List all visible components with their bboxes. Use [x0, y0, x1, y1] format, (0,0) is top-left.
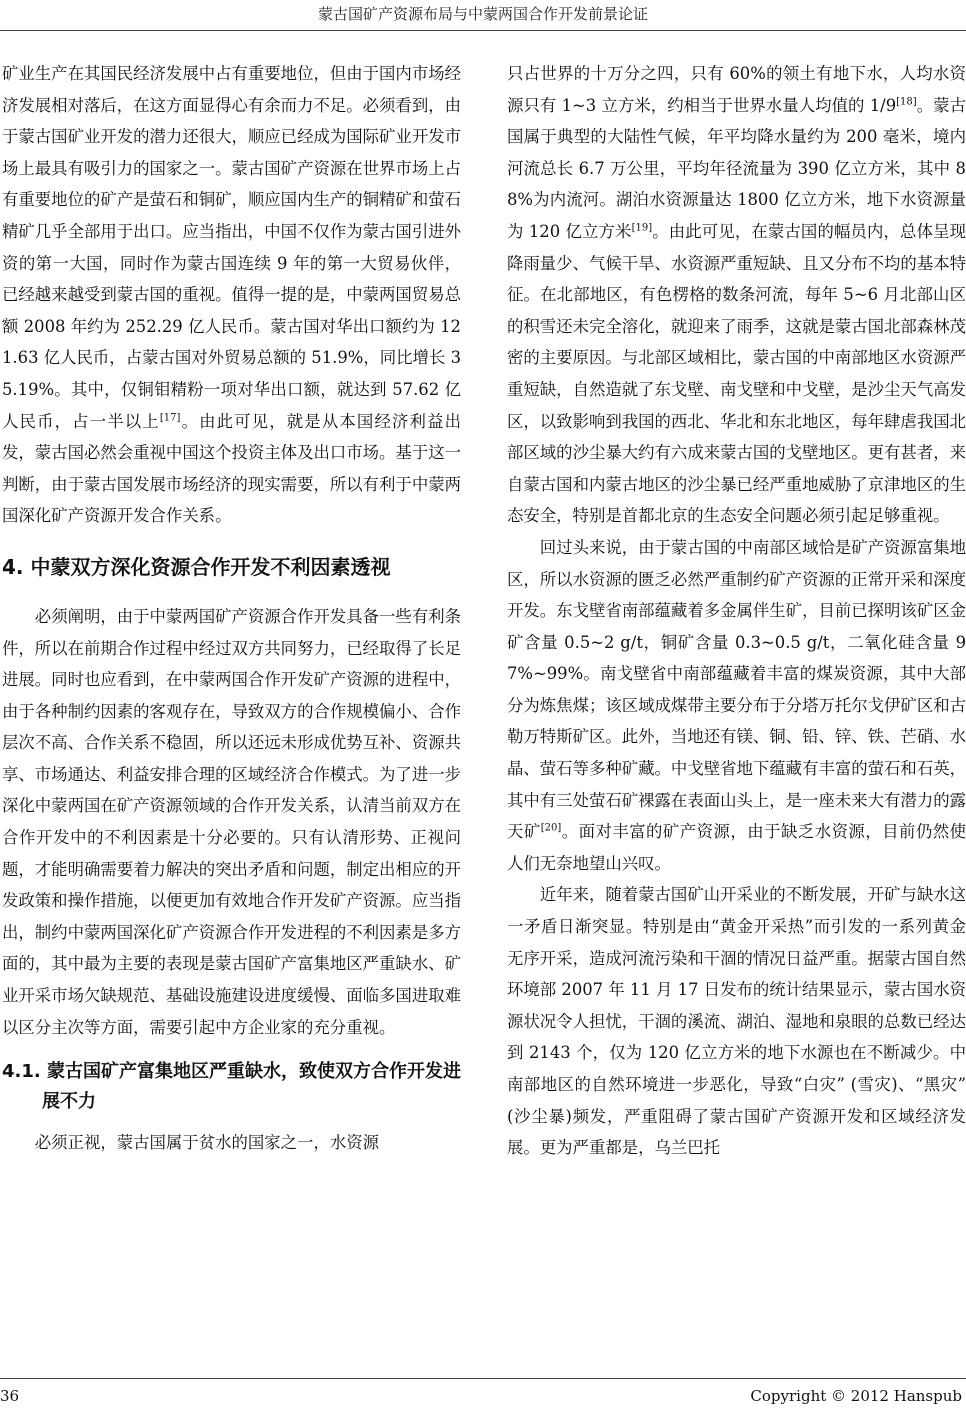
- paragraph-mining-water-conflict: 近年来，随着蒙古国矿山开采业的不断发展，开矿与缺水这一矛盾日渐突显。特别是由“黄金开采热”而引发的一系列黄金无序开采，造成河流污染和干涸的情况日益严重。据蒙古国自然环境部 2007 年 11 月 17 日发布的统计结果显示，蒙古国水资源状况令人担忧，干涸的溪流、湖泊、湿地和泉眼的总数已经达到 2143 个，仅为 120 亿立方米的地下水源也在不断减少。中南部地区的自然环境进一步恶化，导致“白灾” (雪灾)、“黑灾” (沙尘暴)频发，严重阻碍了蒙古国矿产资源开发和区域经济发展。更为严重都是，乌兰巴托: [507, 885, 966, 1158]
- paragraph-text: 回过头来说，由于蒙古国的中南部区域恰是矿产资源富集地区，所以水资源的匮乏必然严重制约矿产资源的正常开采和深度开发。东戈壁省南部蕴藏着多金属伴生矿，目前已探明该矿区金矿含量 0.5~2 g/t，铜矿含量 0.3~0.5 g/t，二氧化硅含量 97%~99%。南戈壁省中南部蕴藏着丰富的煤炭资源，其中大部分为炼焦煤；该区域成煤带主要分布于分塔万托尔戈伊矿区和古勒万特斯矿区。此外，当地还有镁、铜、铅、锌、铁、芒硝、水晶、萤石等多种矿藏。中戈壁省地下蕴藏有丰富的萤石和石英，其中有三处萤石矿裸露在表面山头上，是一座未来大有潜力的露天矿: [507, 537, 966, 842]
- paragraph-text: 。由此可见，就是从本国经济利益出发，蒙古国必然会重视中国这个投资主体及出口市场。基于这一判断，由于蒙古国发展市场经济的现实需要，所以有利于中蒙两国深化矿产资源开发合作关系。: [2, 411, 462, 526]
- page-number: 36: [0, 1387, 20, 1405]
- citation-ref[interactable]: [19]: [631, 222, 653, 234]
- paragraph-water-scarcity-intro: 必须正视，蒙古国属于贫水的国家之一，水资源: [34, 1133, 379, 1153]
- citation-ref[interactable]: [18]: [896, 96, 917, 108]
- citation-ref[interactable]: [17]: [159, 412, 181, 424]
- left-column: [2, 58, 461, 1159]
- paragraph-text: 。面对丰富的矿产资源，由于缺乏水资源，目前仍然使人们无奈地望山兴叹。: [507, 822, 966, 873]
- paragraph-mineral-deposits: [507, 532, 966, 880]
- paragraph-water-resources: [507, 58, 966, 532]
- section-heading-4: 4. 中蒙双方深化资源合作开发不利因素透视: [2, 554, 391, 579]
- running-header: 蒙古国矿产资源布局与中蒙两国合作开发前景论证: [317, 5, 648, 23]
- paragraph-text: 矿业生产在其国民经济发展中占有重要地位，但由于国内市场经济发展相对落后，在这方面显得心有余而力不足。必须看到，由于蒙古国矿业开发的潜力还很大，顺应已经成为国际矿业开发市场上最具有吸引力的国家之一。蒙古国矿产资源在世界市场上占有重要地位的矿产是萤石和铜矿，顺应国内生产的铜精矿和萤石精矿几乎全部用于出口。应当指出，中国不仅作为蒙古国引进外资的第一大国，同时作为蒙古国连续 9 年的第一大贸易伙伴，已经越来越受到蒙古国的重视。值得一提的是，中蒙两国贸易总额 2008 年约为 252.29 亿人民币。蒙古国对华出口额约为 121.63 亿人民币，占蒙古国对外贸易总额的 51.9%，同比增长 35.19%。其中，仅铜钼精粉一项对华出口额，就达到 57.62 亿人民币，占一半以上: [2, 64, 461, 431]
- citation-ref[interactable]: [20]: [540, 822, 562, 834]
- header-rule: [0, 30, 966, 31]
- paragraph-text: 只占世界的十万分之四，只有 60%的领土有地下水，人均水资源只有 1~3 立方米，约相当于世界水量人均值的 1/9: [507, 64, 966, 115]
- copyright-notice: Copyright © 2012 Hanspub: [750, 1387, 962, 1405]
- right-column: [507, 58, 966, 1164]
- paragraph-text: 。蒙古国属于典型的大陆性气候，年平均降水量约为 200 毫米，境内河流总长 6.7 万公里，平均年径流量为 390 亿立方米，其中 88%为内流河。湖泊水资源量达 1800 亿立方米，地下水资源量为 120 亿立方米: [507, 95, 966, 241]
- section-heading-4-1: 4.1. 蒙古国矿产富集地区严重缺水，致使双方合作开发进展不力: [2, 1061, 461, 1113]
- footer-rule: [0, 1378, 966, 1379]
- paragraph-text: 。由此可见，在蒙古国的幅员内，总体呈现降雨量少、气候干旱、水资源严重短缺、且又分布不均的基本特征。在北部地区，有色楞格的数条河流，每年 5~6 月北部山区的积雪还未完全溶化，就迎来了雨季，这就是蒙古国北部森林茂密的主要原因。与北部区域相比，蒙古国的中南部地区水资源严重短缺，自然造就了东戈壁、南戈壁和中戈壁，是沙尘天气高发区，以致影响到我国的西北、华北和东北地区，每年肆虐我国北部区域的沙尘暴大约有六成来蒙古国的戈壁地区。更有甚者，来自蒙古国和内蒙古地区的沙尘暴已经严重地威胁了京津地区的生态安全，特别是首都北京的生态安全问题必须引起足够重视。: [507, 221, 966, 526]
- paragraph-unfavorable-factors: 必须阐明，由于中蒙两国矿产资源合作开发具备一些有利条件，所以在前期合作过程中经过双方共同努力，已经取得了长足进展。同时也应看到，在中蒙两国合作开发矿产资源的进程中，由于各种制约因素的客观存在，导致双方的合作规模偏小、合作层次不高、合作关系不稳固，所以还远未形成优势互补、资源共享、市场通达、利益安排合理的区域经济合作模式。为了进一步深化中蒙两国在矿产资源领域的合作开发关系，认清当前双方在合作开发中的不利因素是十分必要的。只有认清形势、正视问题，才能明确需要着力解决的突出矛盾和问题，制定出相应的开发政策和操作措施，以便更加有效地合作开发矿产资源。应当指出，制约中蒙两国深化矿产资源合作开发进程的不利因素是多方面的，其中最为主要的表现是蒙古国矿产富集地区严重缺水、矿业开采市场欠缺规范、基础设施建设进度缓慢、面临多国进取难以区分主次等方面，需要引起中方企业家的充分重视。: [2, 606, 461, 1037]
- paragraph-mining-trade: [2, 58, 461, 532]
